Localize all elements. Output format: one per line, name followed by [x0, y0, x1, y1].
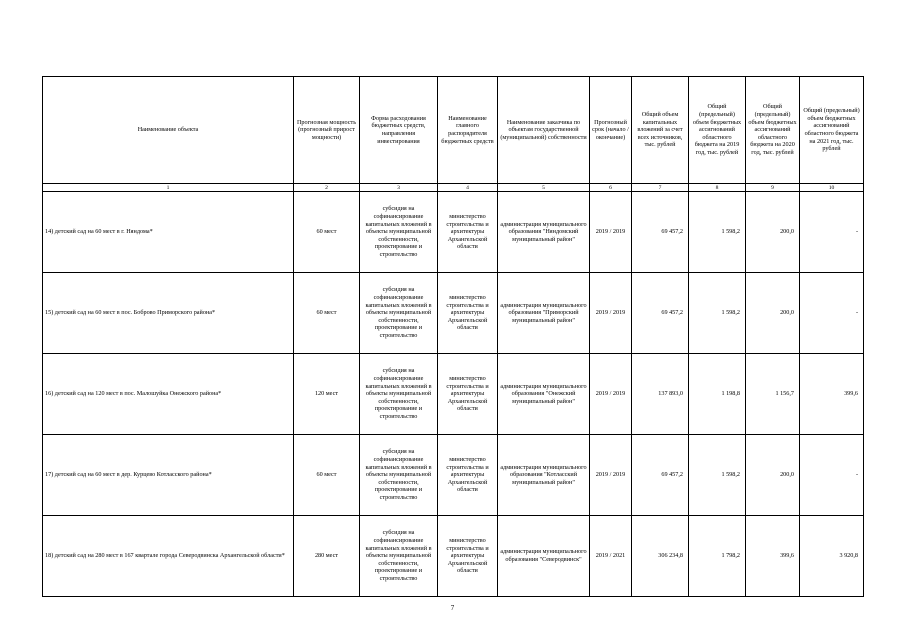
distributor-cell: министерство строительства и архитектуры Архангельской области — [438, 516, 498, 597]
header-customer: Наименование заказчика по объектам государственной (муниципальной) собственности — [498, 77, 590, 184]
header-row — [43, 77, 864, 184]
amount-2020-cell: 200,0 — [746, 435, 800, 516]
customer-cell: администрация муниципального образования "Котласский муниципальный район" — [498, 435, 590, 516]
column-number: 6 — [590, 184, 632, 192]
column-number: 2 — [294, 184, 360, 192]
amount-2021-cell: - — [800, 273, 864, 354]
column-number: 1 — [43, 184, 294, 192]
object-name: 14) детский сад на 60 мест в г. Няндома* — [43, 192, 294, 273]
customer-cell: администрация муниципального образования "Северодвинск" — [498, 516, 590, 597]
header-2021: Общий (предельный) объем бюджетных ассигнований областного бюджета на 2021 год, тыс. рублей — [800, 77, 864, 184]
customer-cell: администрация муниципального образования "Няндомский муниципальный район" — [498, 192, 590, 273]
total-cell: 69 457,2 — [632, 273, 689, 354]
header-term: Прогнозный срок (начало / окончание) — [590, 77, 632, 184]
header-distributor: Наименование главного распорядителя бюджетных средств — [438, 77, 498, 184]
amount-2019-cell: 1 598,2 — [689, 273, 746, 354]
term-cell: 2019 / 2019 — [590, 435, 632, 516]
capacity-cell: 60 мест — [294, 192, 360, 273]
amount-2019-cell: 1 598,2 — [689, 435, 746, 516]
capacity-cell: 280 мест — [294, 516, 360, 597]
header-total: Общий объем капитальных вложений за счет всех источников, тыс. рублей — [632, 77, 689, 184]
object-name: 17) детский сад на 60 мест в дер. Курцево Котласского района* — [43, 435, 294, 516]
column-number: 4 — [438, 184, 498, 192]
page-number: 7 — [450, 604, 455, 612]
column-number: 7 — [632, 184, 689, 192]
table-row — [43, 273, 864, 354]
form-cell: субсидия на софинансирование капитальных вложений в объекты муниципальной собственности, проектирование и строительство — [360, 354, 438, 435]
capacity-cell: 60 мест — [294, 273, 360, 354]
column-number: 3 — [360, 184, 438, 192]
header-2020: Общий (предельный) объем бюджетных ассигнований областного бюджета на 2020 год, тыс. рублей — [746, 77, 800, 184]
amount-2020-cell: 200,0 — [746, 273, 800, 354]
table-row — [43, 354, 864, 435]
distributor-cell: министерство строительства и архитектуры Архангельской области — [438, 354, 498, 435]
amount-2020-cell: 1 156,7 — [746, 354, 800, 435]
total-cell: 69 457,2 — [632, 192, 689, 273]
column-number: 5 — [498, 184, 590, 192]
table-row — [43, 435, 864, 516]
form-cell: субсидия на софинансирование капитальных вложений в объекты муниципальной собственности, проектирование и строительство — [360, 516, 438, 597]
form-cell: субсидия на софинансирование капитальных вложений в объекты муниципальной собственности, проектирование и строительство — [360, 435, 438, 516]
header-form: Форма расходования бюджетных средств, направления инвестирования — [360, 77, 438, 184]
amount-2019-cell: 1 198,8 — [689, 354, 746, 435]
object-name: 18) детский сад на 280 мест в 167 квартале города Северодвинска Архангельской области* — [43, 516, 294, 597]
column-number-row — [43, 184, 864, 192]
total-cell: 69 457,2 — [632, 435, 689, 516]
customer-cell: администрация муниципального образования "Онежский муниципальный район" — [498, 354, 590, 435]
amount-2020-cell: 200,0 — [746, 192, 800, 273]
table-row — [43, 192, 864, 273]
amount-2021-cell: 399,6 — [800, 354, 864, 435]
distributor-cell: министерство строительства и архитектуры Архангельской области — [438, 192, 498, 273]
amount-2021-cell: 3 920,8 — [800, 516, 864, 597]
customer-cell: администрация муниципального образования "Приморский муниципальный район" — [498, 273, 590, 354]
capacity-cell: 60 мест — [294, 435, 360, 516]
distributor-cell: министерство строительства и архитектуры Архангельской области — [438, 435, 498, 516]
term-cell: 2019 / 2019 — [590, 273, 632, 354]
column-number: 8 — [689, 184, 746, 192]
amount-2021-cell: - — [800, 192, 864, 273]
distributor-cell: министерство строительства и архитектуры Архангельской области — [438, 273, 498, 354]
term-cell: 2019 / 2019 — [590, 192, 632, 273]
header-name: Наименование объекта — [43, 77, 294, 184]
amount-2021-cell: - — [800, 435, 864, 516]
total-cell: 137 893,0 — [632, 354, 689, 435]
amount-2020-cell: 399,6 — [746, 516, 800, 597]
total-cell: 306 234,8 — [632, 516, 689, 597]
term-cell: 2019 / 2019 — [590, 354, 632, 435]
investment-table — [42, 76, 864, 597]
form-cell: субсидия на софинансирование капитальных вложений в объекты муниципальной собственности, проектирование и строительство — [360, 273, 438, 354]
object-name: 16) детский сад на 120 мест в пос. Малошуйка Онежского района* — [43, 354, 294, 435]
capacity-cell: 120 мест — [294, 354, 360, 435]
form-cell: субсидия на софинансирование капитальных вложений в объекты муниципальной собственности, проектирование и строительство — [360, 192, 438, 273]
table-row — [43, 516, 864, 597]
term-cell: 2019 / 2021 — [590, 516, 632, 597]
amount-2019-cell: 1 798,2 — [689, 516, 746, 597]
header-2019: Общий (предельный) объем бюджетных ассигнований областного бюджета на 2019 год, тыс. рублей — [689, 77, 746, 184]
amount-2019-cell: 1 598,2 — [689, 192, 746, 273]
column-number: 10 — [800, 184, 864, 192]
header-capacity: Прогнозная мощность (прогнозный прирост мощности) — [294, 77, 360, 184]
object-name: 15) детский сад на 60 мест в пос. Боброво Приморского района* — [43, 273, 294, 354]
column-number: 9 — [746, 184, 800, 192]
